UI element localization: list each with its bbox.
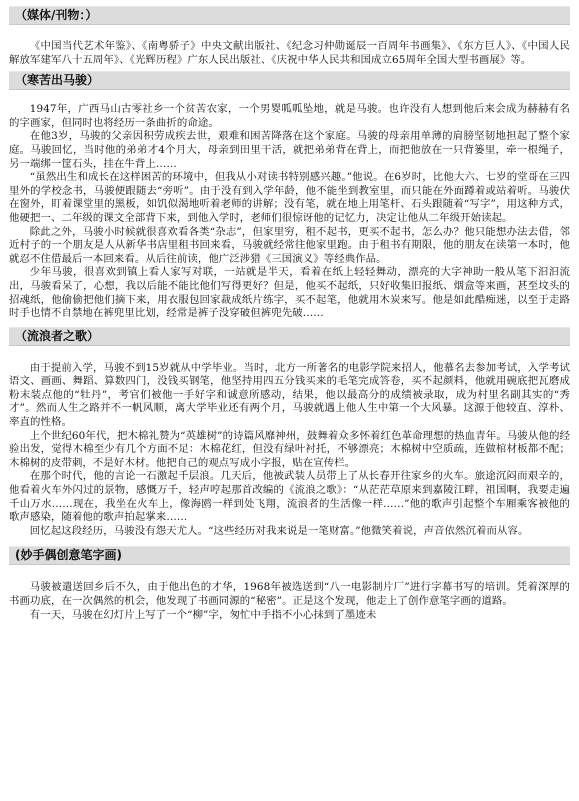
- section-body-media: [9, 40, 570, 67]
- section-body-wanderer: [9, 362, 570, 539]
- spacer: [9, 346, 570, 362]
- spacer: [9, 565, 570, 581]
- section-heading-hardship: （寒苦出马骏）: [9, 71, 570, 90]
- paragraph: “虽然出生和成长在这样困苦的环境中，但我从小对读书特别感兴趣。”他说。在6岁时，比他大六、七岁的堂哥在三四里外的学校念书，马骏便跟随去“旁听”。由于没有到入学年龄，他不能坐到教室里，而只能在外面蹲着或站着听。马骏伏在窗外，盯着课堂里的黑板，如饥似渴地听着老师的讲解；没有笔，就在地上用笔杆、石头跟随着“写字”，用这种方式，他硬把一、二年级的课文全部背下来，到他入学时，老师们很惊讶他的记忆力，决定让他从二年级开始读起。: [9, 171, 570, 224]
- paragraph: 马骏被遣送回乡后不久，由于他出色的才华，1968年被选送到“八一电影制片厂”进行字幕书写的培训。凭着深厚的书画功底，在一次偶然的机会，他发现了书画同源的“秘密”。正是这个发现，他走上了创作意笔字画的道路。: [9, 581, 570, 607]
- spacer: [9, 90, 570, 103]
- paragraph: 在那个时代，他的言论一石激起千层浪。几天后，他被武装人员带上了从长春开往家乡的火车。旅途沉闷而艰辛的，他看着火车外闪过的景物，感慨万千，轻声哼起那首改编的《流浪之歌》：“从茫茫草原来到嘉陵江畔，祖国啊，我要走遍千山万水……现在，我坐在火车上，像海鸥一样到处飞翔，流浪者的生活像一样……”他的歌声引起整个车厢乘客被他的歌声感染，随着他的歌声拍起掌来……: [9, 470, 570, 524]
- section-body-hardship: [9, 103, 570, 321]
- paragraph: 由于提前入学，马骏不到15岁就从中学毕业。当时，北方一所著名的电影学院来招人，他慕名去参加考试，入学考试语文、画画、舞蹈、算数四门，没钱买钢笔，他坚持用四五分钱买来的毛笔完成答卷，买不起颜料，他就用碗底把瓦磨成粉末装点他的“牡丹”，考官们被他一手好字和诚意所感动，结果，他以最高分的成绩被录取，成为村里名副其实的“秀才”。然而人生之路并不一帆风顺，离大学毕业还有两个月，马骏就遇上他人生中第一个大风暴。这源于他较直、淳朴、率直的性格。: [9, 361, 570, 429]
- spacer: [9, 25, 570, 40]
- paragraph: 少年马骏，很喜欢到镇上看人家写对联，一站就是半天，看着在纸上轻轻舞动，漂亮的大字神助一般从笔下汩汩流出，马骏看呆了，心想，我以后能不能比他们写得更好？但是，他买不起纸，只好收集旧报纸、烟盒等来画，甚至坟头的招魂纸，他偷偷把他们摘下来，用衣服包回家裁成纸片练字，买不起笔，他就用木炭来写。他是如此酷痴迷，以至于走路时手也情不自禁地在裤兜里比划，经常是裤子没穿破但裤兜先破……: [9, 266, 570, 320]
- section-body-brushwork: [9, 581, 570, 622]
- section-heading-wanderer: （流浪者之歌）: [9, 327, 570, 346]
- section-heading-brushwork: (妙手偶创意笔字画): [9, 546, 570, 565]
- paragraph: 除此之外，马骏小时候就很喜欢看各类“杂志”，但家里穷，租不起书，更买不起书，怎么办？他只能想办法去借，邻近村子的一个朋友是人从新华书店里租书回来看，马骏就经常往他家里跑。由于租书有期限，他的朋友在读第一本时，他就忍不住借最后一本回来看。从后往前读，他广泛涉猎《三国演义》等经典作品。: [9, 225, 570, 265]
- paragraph: 在他3岁，马骏的父亲因积劳成疾去世，艰难和困苦降落在这个家庭。马骏的母亲用单薄的肩膀坚韧地担起了整个家庭。马骏回忆，当时他的弟弟才4个月大，母亲到田里干活，就把弟弟背在背上，而把他放在一只背篓里，牵一根绳子，另一端绑一筐石头，挂在牛背上……: [9, 130, 570, 170]
- paragraph: 有一天，马骏在幻灯片上写了一个“柳”字，匆忙中手指不小心抹到了墨迹未: [29, 608, 377, 621]
- paragraph: 回忆起这段经历，马骏没有怨天尤人。“这些经历对我来说是一笔财富。”他微笑着说，声音依然沉着而从容。: [29, 524, 529, 537]
- paragraph: 上个世纪60年代，把木棉礼赞为“英雄树”的诗篇风靡神州，鼓舞着众多怀着红色革命理想的热血青年。马骏从他的经验出发，觉得木棉至少有几个方面不足：木棉花红，但没有绿叶衬托，不够漂亮；木棉树中空质疏，连做棺材板都不配；木棉树的皮带刺，不是好木材。他把自己的观点写成小字报，贴在宣传栏。: [9, 429, 570, 469]
- paragraph: 1947年，广西马山古零社乡一个贫苦农家，一个男婴呱呱坠地，就是马骏。也许没有人想到他后来会成为赫赫有名的字画家，但同时也将经历一条曲折的命途。: [9, 103, 570, 129]
- section-heading-media: （媒体/刊物：）: [9, 6, 570, 25]
- paragraph: 《中国当代艺术年鉴》、《南粤骄子》中央文献出版社、《纪念习仲勋诞辰一百周年书画集》、《东方巨人》、《中国人民解放军建军八十五周年》、《光辉历程》广东人民出版社、《庆祝中华人民共和国成立65周年全国大型书画展》等。: [9, 40, 570, 66]
